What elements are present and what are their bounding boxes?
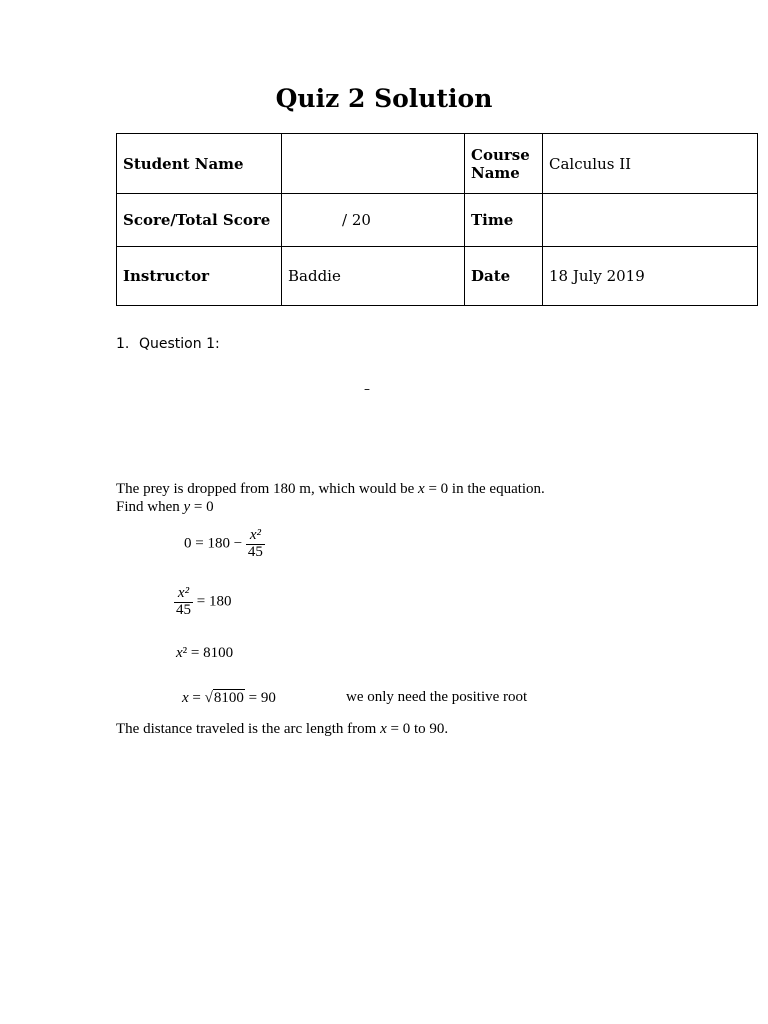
equation-3-rest: ² = 8100 [182, 645, 234, 661]
solution-line-2-var: y [183, 499, 191, 515]
equation-2 [174, 586, 231, 619]
instructor-value: Baddie [282, 247, 465, 306]
equation-4-var: x [182, 690, 189, 706]
solution-line-1 [116, 481, 545, 498]
question-label: Question 1: [139, 336, 220, 352]
info-row-2 [117, 194, 758, 247]
score-label: Score/Total Score [117, 194, 282, 247]
equation-2-fraction [174, 586, 193, 619]
score-value: / 20 [282, 194, 465, 247]
solution-line-2 [116, 499, 214, 516]
equation-4-result: = 90 [248, 690, 276, 706]
equation-4-note: we only need the positive root [346, 689, 528, 705]
stray-mark: – [364, 382, 370, 396]
equation-1 [184, 528, 265, 561]
course-name-value: Calculus II [543, 134, 758, 194]
equation-3-var: x [176, 645, 183, 661]
equation-1-fraction [246, 528, 265, 561]
info-row-1 [117, 134, 758, 194]
equation-2-rhs: = 180 [196, 593, 232, 610]
equation-1-lhs: 0 = 180 − [184, 535, 243, 552]
solution-line-2-text-a: Find when [116, 499, 180, 515]
time-label: Time [465, 194, 543, 247]
document-title: Quiz 2 Solution [275, 84, 493, 113]
equation-4-sqrt-sign: = √ [192, 690, 213, 706]
date-label: Date [465, 247, 543, 306]
solution-line-last-var: x [380, 721, 387, 737]
equation-1-denominator: 45 [247, 543, 263, 560]
equation-2-denominator: 45 [176, 601, 191, 618]
time-value [543, 194, 758, 247]
solution-line-last [116, 721, 448, 738]
solution-line-2-text-b: = 0 [193, 499, 214, 515]
question-number: 1. [116, 336, 130, 352]
solution-line-1-text-b: = 0 in the equation. [428, 481, 545, 497]
date-value: 18 July 2019 [543, 247, 758, 306]
course-name-label: Course Name [465, 134, 543, 194]
instructor-label: Instructor [117, 247, 282, 306]
student-name-value [282, 134, 465, 194]
solution-line-1-var: x [418, 481, 425, 497]
solution-line-last-text-a: The distance traveled is the arc length from [116, 721, 377, 737]
student-info-table [116, 133, 758, 306]
equation-4-radicand: 8100 [213, 690, 244, 706]
question-1-heading [116, 336, 220, 352]
equation-2-numerator: x² [174, 586, 193, 603]
equation-4 [182, 689, 276, 707]
equation-1-numerator: x² [246, 528, 265, 545]
info-row-3 [117, 247, 758, 306]
student-name-label: Student Name [117, 134, 282, 194]
solution-line-last-text-b: = 0 to 90. [390, 721, 449, 737]
equation-3 [176, 645, 233, 662]
solution-line-1-text-a: The prey is dropped from 180 m, which would be [116, 481, 415, 497]
